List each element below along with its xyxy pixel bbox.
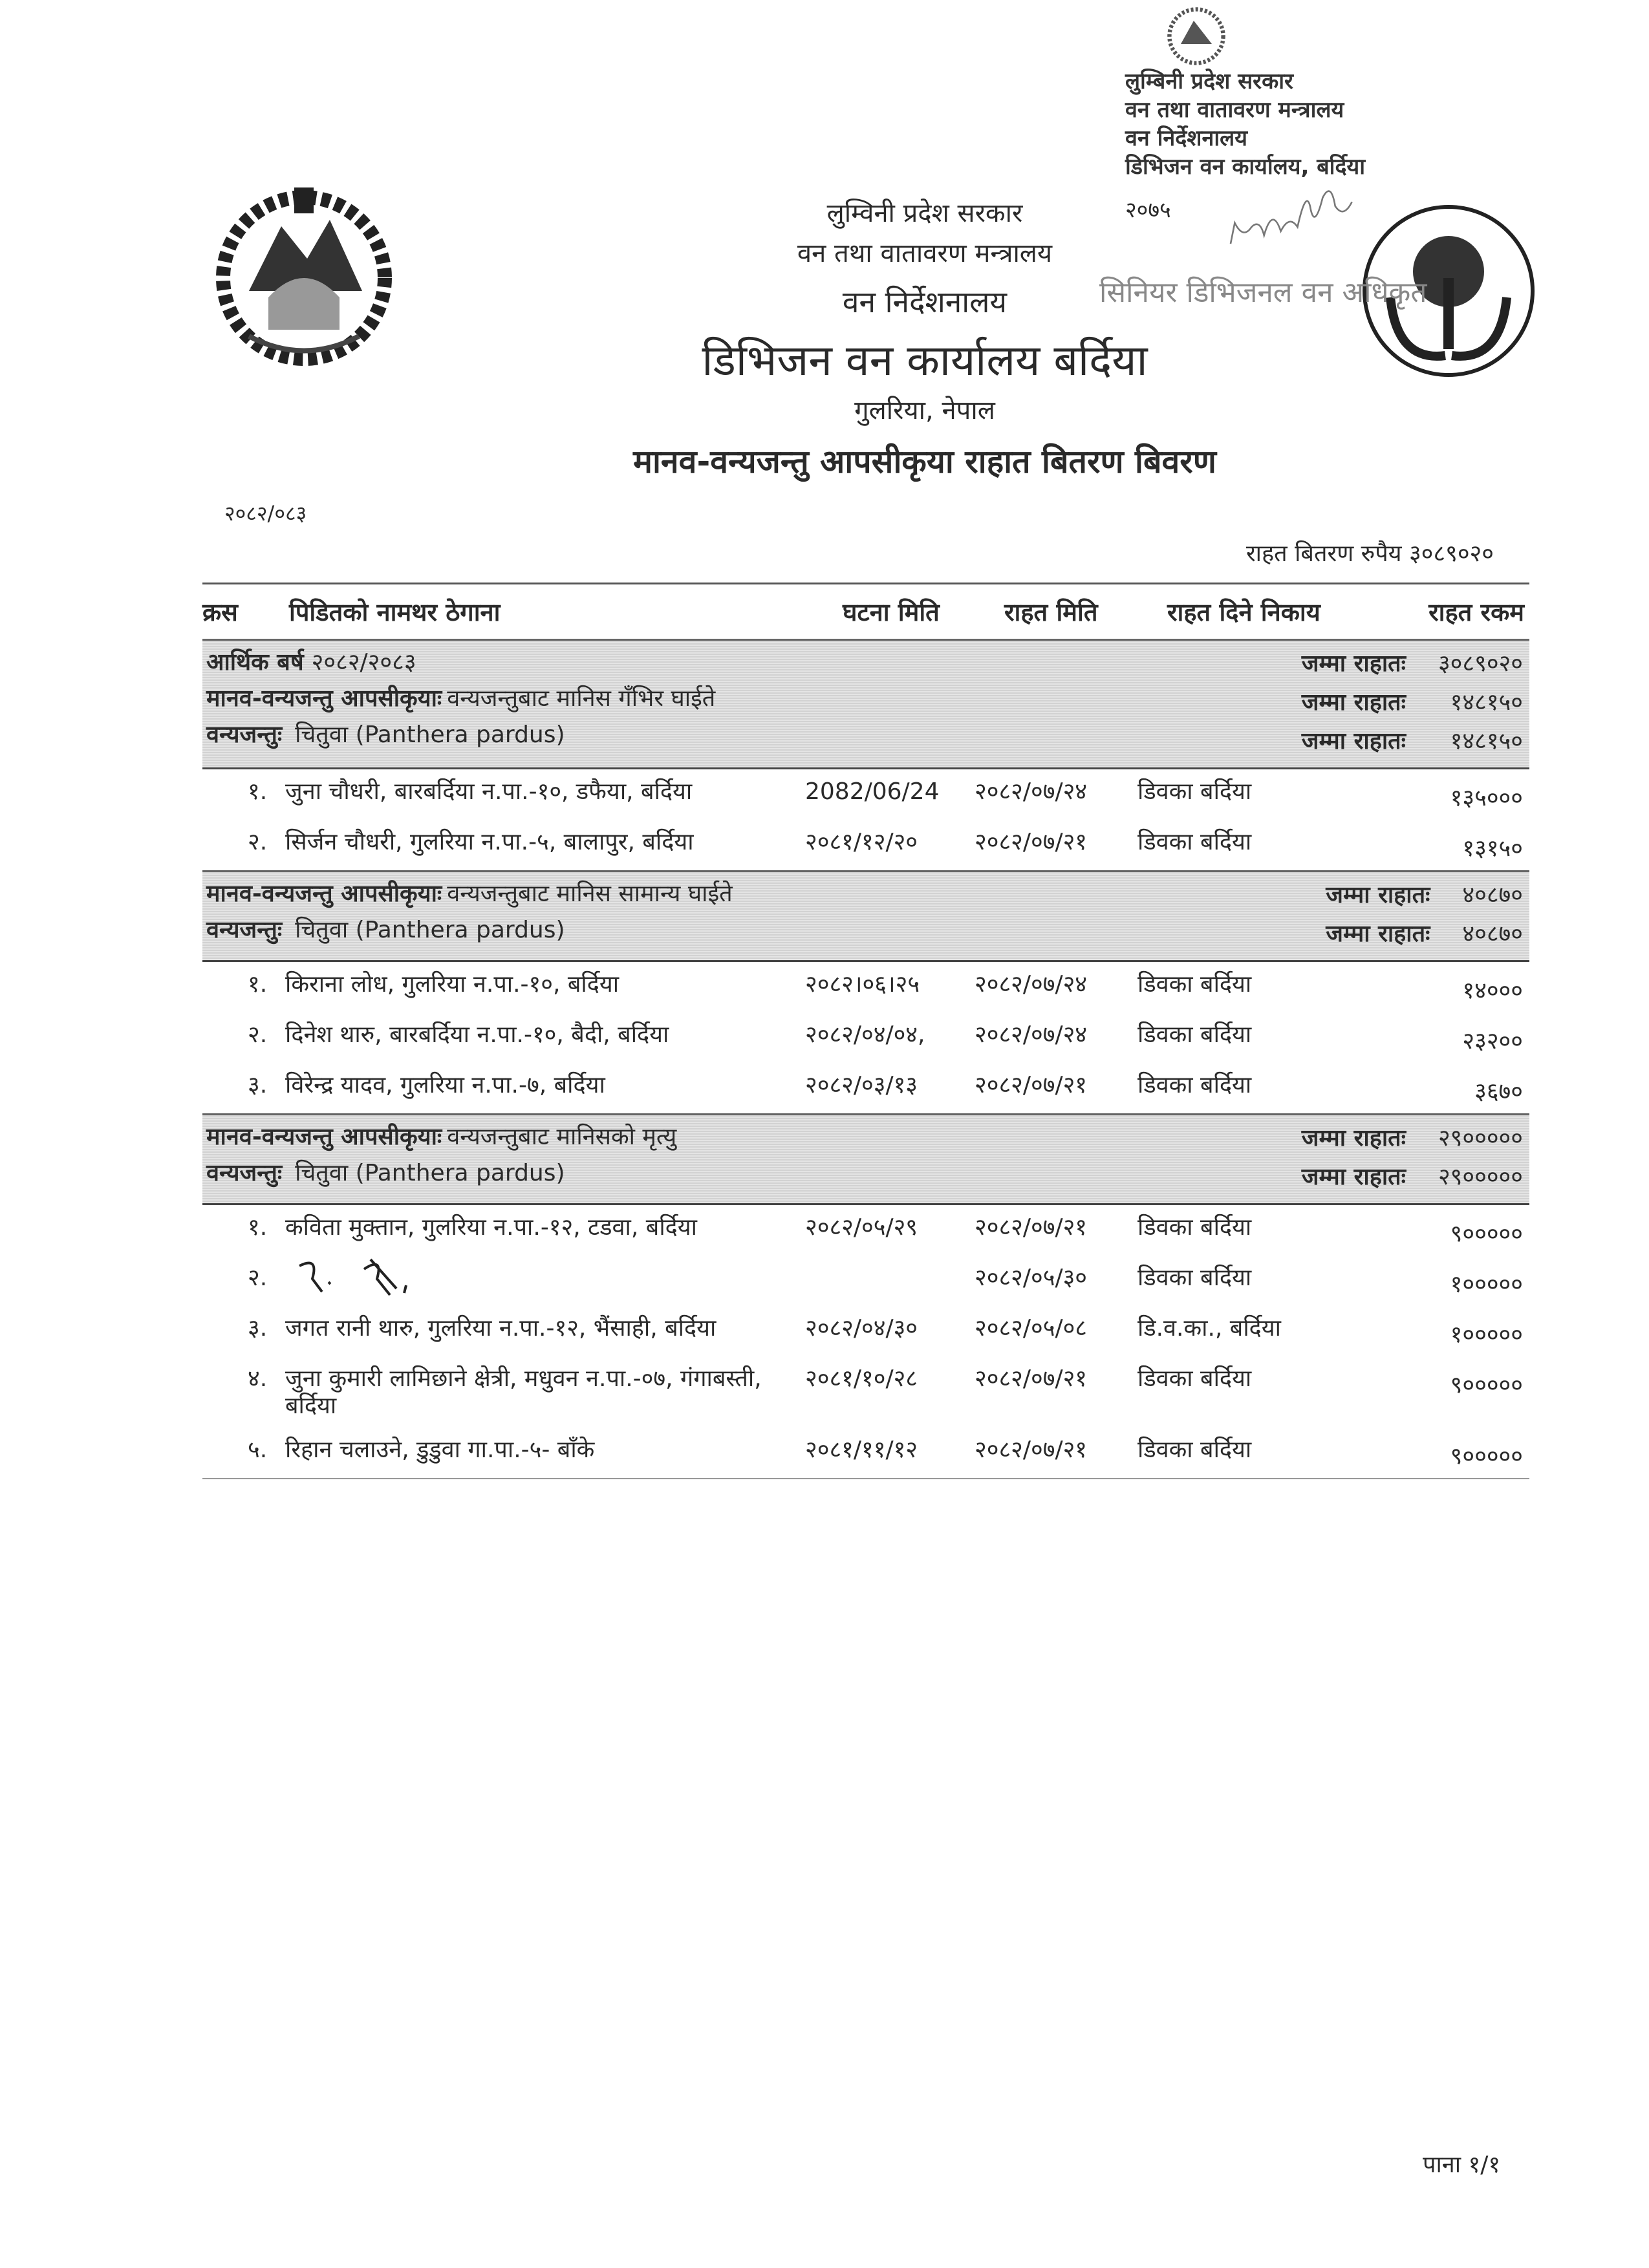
relief-amount: १३१५० bbox=[1462, 835, 1523, 862]
total-label: जम्मा राहातः bbox=[1301, 1125, 1406, 1151]
relief-amount: १४००० bbox=[1462, 978, 1523, 1004]
relief-amount: १००००० bbox=[1450, 1321, 1523, 1348]
relief-agency: डिवका बर्दिया bbox=[1137, 778, 1252, 805]
table-row bbox=[202, 1306, 1529, 1356]
row-sn: ३. bbox=[248, 1072, 268, 1098]
table-row bbox=[202, 962, 1529, 1012]
section-totals bbox=[1302, 1119, 1523, 1197]
total-label: जम्मा राहातः bbox=[1301, 650, 1406, 677]
relief-date: २०८२/०७/२१ bbox=[975, 829, 1088, 855]
wildlife-line bbox=[206, 912, 1306, 948]
stamp-line: वन निर्देशनालय bbox=[1125, 125, 1247, 151]
total-amount: ४०८७० bbox=[1462, 921, 1523, 947]
table-row bbox=[202, 1205, 1529, 1256]
ministry-name: वन तथा वातावरण मन्त्रालय bbox=[797, 239, 1053, 268]
category-value: वन्यजन्तुबाट मानिस गँभिर घाईते bbox=[447, 685, 716, 712]
incident-date: २०८१/१०/२८ bbox=[805, 1365, 918, 1392]
category-label: मानव-वन्यजन्तु आपसीकृयाः bbox=[206, 881, 442, 907]
relief-agency: डिवका बर्दिया bbox=[1137, 1365, 1252, 1392]
stamp-year: २०७५ bbox=[1125, 197, 1171, 223]
stamp-emblem-icon bbox=[1164, 5, 1229, 67]
row-sn: ४. bbox=[248, 1365, 268, 1392]
signature bbox=[1196, 181, 1390, 252]
relief-agency: डिवका बर्दिया bbox=[1137, 1214, 1252, 1241]
incident-date: २०८२।०६।२५ bbox=[805, 971, 920, 998]
relief-date: २०८२/०७/२४ bbox=[975, 971, 1088, 998]
relief-amount: ९००००० bbox=[1450, 1443, 1523, 1470]
table-row bbox=[202, 1256, 1529, 1306]
officer-stamp: सिनियर डिभिजनल वन अधिकृत bbox=[1099, 276, 1427, 309]
fiscal-year-value: २०८२/२०८३ bbox=[311, 649, 416, 676]
col-sn: क्रस bbox=[202, 598, 238, 626]
relief-date: २०८२/०७/२१ bbox=[975, 1437, 1088, 1463]
stamp-line: वन तथा वातावरण मन्त्रालय bbox=[1125, 97, 1344, 123]
stamp-line: लुम्बिनी प्रदेश सरकार bbox=[1125, 69, 1293, 94]
victim-name-address: कविता मुक्तान, गुलरिया न.पा.-१२, टडवा, बर्दिया bbox=[285, 1214, 697, 1241]
fiscal-year-line bbox=[206, 645, 1282, 681]
relief-agency: डिवका बर्दिया bbox=[1137, 1072, 1252, 1098]
relief-date: २०८२/०७/२४ bbox=[975, 778, 1088, 805]
section-labels bbox=[206, 1119, 1282, 1197]
victim-name-address: विरेन्द्र यादव, गुलरिया न.पा.-७, बर्दिया bbox=[285, 1072, 605, 1098]
relief-amount: ३६७० bbox=[1474, 1078, 1523, 1105]
fiscal-year: २०८२/०८३ bbox=[224, 501, 307, 526]
category-value: वन्यजन्तुबाट मानिसको मृत्यु bbox=[447, 1124, 677, 1150]
fiscal-year-label: आर्थिक बर्ष bbox=[206, 649, 304, 676]
category-label: मानव-वन्यजन्तु आपसीकृयाः bbox=[206, 685, 442, 712]
incident-date: २०८२/०३/१३ bbox=[805, 1072, 918, 1098]
relief-date: २०८२/०५/३० bbox=[975, 1265, 1088, 1291]
table-row bbox=[202, 820, 1529, 870]
wildlife-label: वन्यजन्तुः bbox=[206, 917, 283, 943]
relief-agency: डिवका बर्दिया bbox=[1137, 971, 1252, 998]
relief-agency: डि.व.का., बर्दिया bbox=[1137, 1315, 1281, 1342]
col-name: पिडितको नामथर ठेगाना bbox=[289, 598, 501, 626]
section-band bbox=[202, 870, 1529, 962]
relief-date: २०८२/०५/०८ bbox=[975, 1315, 1088, 1342]
wildlife-value: चितुवा (Panthera pardus) bbox=[295, 917, 565, 943]
wildlife-value: चितुवा (Panthera pardus) bbox=[295, 1160, 565, 1186]
row-sn: ३. bbox=[248, 1315, 268, 1342]
section-labels bbox=[206, 876, 1306, 954]
section-band bbox=[202, 639, 1529, 769]
table-row bbox=[202, 1428, 1529, 1478]
table-row bbox=[202, 1356, 1529, 1428]
page-number: पाना १/१ bbox=[1423, 2152, 1501, 2178]
table-body bbox=[202, 639, 1529, 1478]
total-label: जम्मा राहातः bbox=[1326, 882, 1430, 908]
category-line bbox=[206, 681, 1282, 717]
total-label: जम्मा राहातः bbox=[1301, 728, 1406, 754]
row-sn: १. bbox=[248, 971, 268, 998]
total-amount: १४८१५० bbox=[1450, 689, 1523, 716]
incident-date: २०८२/०४/०४, bbox=[805, 1022, 925, 1048]
relief-date: २०८२/०७/२१ bbox=[975, 1214, 1088, 1241]
section-totals bbox=[1326, 876, 1523, 954]
row-sn: ५. bbox=[248, 1437, 268, 1463]
victim-name-address: जगत रानी थारु, गुलरिया न.पा.-१२, भैंसाही, बर्दिया bbox=[285, 1315, 717, 1342]
row-sn: १. bbox=[248, 778, 268, 805]
total-label: जम्मा राहातः bbox=[1301, 689, 1406, 716]
relief-agency: डिवका बर्दिया bbox=[1137, 1022, 1252, 1048]
col-amount: राहत रकम bbox=[1428, 598, 1524, 626]
victim-name-address: दिनेश थारु, बारबर्दिया न.पा.-१०, बैदी, बर्दिया bbox=[285, 1022, 669, 1048]
total-amount: ४०८७० bbox=[1462, 882, 1523, 908]
category-label: मानव-वन्यजन्तु आपसीकृयाः bbox=[206, 1124, 442, 1150]
incident-date: २०८२/०४/३० bbox=[805, 1315, 918, 1342]
table-row bbox=[202, 769, 1529, 820]
office-name: डिभिजन वन कार्यालय बर्दिया bbox=[702, 336, 1148, 385]
government-name: लुम्विनी प्रदेश सरकार bbox=[826, 198, 1023, 228]
row-sn: १. bbox=[248, 1214, 268, 1241]
wildlife-label: वन्यजन्तुः bbox=[206, 722, 283, 748]
report-title: मानव-वन्यजन्तु आपसीकृया राहात बितरण बिवरण bbox=[633, 443, 1216, 480]
relief-date: २०८२/०७/२१ bbox=[975, 1072, 1088, 1098]
total-amount: १४८१५० bbox=[1450, 728, 1523, 754]
col-incident-date: घटना मिति bbox=[843, 598, 940, 626]
wildlife-line bbox=[206, 1155, 1282, 1192]
section-labels bbox=[206, 645, 1282, 761]
total-amount: २९००००० bbox=[1438, 1164, 1523, 1190]
victim-name-address: सिर्जन चौधरी, गुलरिया न.पा.-५, बालापुर, बर्दिया bbox=[285, 829, 694, 855]
handwritten-name-signature bbox=[293, 1253, 435, 1298]
category-line bbox=[206, 1119, 1282, 1155]
col-relief-date: राहत मिति bbox=[1004, 598, 1098, 626]
relief-agency: डिवका बर्दिया bbox=[1137, 1437, 1252, 1463]
row-sn: २. bbox=[248, 1022, 268, 1048]
incident-date: २०८१/१२/२० bbox=[805, 829, 918, 855]
incident-date: २०८२/०५/२९ bbox=[805, 1214, 918, 1241]
total-label: जम्मा राहातः bbox=[1326, 921, 1430, 947]
total-amount: २९००००० bbox=[1438, 1125, 1523, 1151]
total-amount: ३०८९०२० bbox=[1438, 650, 1523, 677]
nepal-emblem-logo bbox=[210, 181, 398, 369]
category-line bbox=[206, 876, 1306, 912]
relief-table bbox=[202, 583, 1529, 1479]
wildlife-value: चितुवा (Panthera pardus) bbox=[295, 722, 565, 748]
category-value: वन्यजन्तुबाट मानिस सामान्य घाईते bbox=[447, 881, 733, 907]
victim-name-address: रिहान चलाउने, डुडुवा गा.पा.-५- बाँके bbox=[285, 1437, 595, 1463]
table-header bbox=[202, 584, 1529, 639]
office-address: गुलरिया, नेपाल bbox=[854, 396, 995, 425]
divider bbox=[202, 1478, 1529, 1479]
relief-amount: १००००० bbox=[1450, 1271, 1523, 1298]
relief-date: २०८२/०७/२४ bbox=[975, 1022, 1088, 1048]
relief-agency: डिवका बर्दिया bbox=[1137, 829, 1252, 855]
row-sn: २. bbox=[248, 829, 268, 855]
wildlife-label: वन्यजन्तुः bbox=[206, 1160, 283, 1186]
relief-amount: ९००००० bbox=[1450, 1372, 1523, 1398]
incident-date: २०८१/११/१२ bbox=[805, 1437, 918, 1463]
victim-name-address: जुना कुमारी लामिछाने क्षेत्री, मधुवन न.पा.-०७, गंगाबस्ती, बर्दिया bbox=[285, 1365, 762, 1419]
victim-name-address: किराना लोध, गुलरिया न.पा.-१०, बर्दिया bbox=[285, 971, 620, 998]
directorate-name: वन निर्देशनालय bbox=[842, 284, 1008, 319]
office-stamp bbox=[1125, 5, 1578, 181]
section-totals bbox=[1302, 645, 1523, 761]
section-band bbox=[202, 1113, 1529, 1205]
stamp-line: डिभिजन वन कार्यालय, बर्दिया bbox=[1125, 154, 1366, 180]
incident-date: 2082/06/24 bbox=[805, 778, 940, 805]
total-label: जम्मा राहातः bbox=[1301, 1164, 1406, 1190]
grand-total: राहत बितरण रुपैय ३०८९०२० bbox=[1245, 540, 1494, 567]
relief-amount: १३५००० bbox=[1450, 785, 1523, 811]
col-agency: राहत दिने निकाय bbox=[1167, 598, 1320, 626]
relief-amount: २३२०० bbox=[1462, 1028, 1523, 1054]
relief-amount: ९००००० bbox=[1450, 1221, 1523, 1247]
victim-name-address: जुना चौधरी, बारबर्दिया न.पा.-१०, डफैया, बर्दिया bbox=[285, 778, 693, 805]
table-row bbox=[202, 1012, 1529, 1063]
table-row bbox=[202, 1063, 1529, 1113]
relief-date: २०८२/०७/२१ bbox=[975, 1365, 1088, 1392]
row-sn: २. bbox=[248, 1265, 268, 1291]
relief-agency: डिवका बर्दिया bbox=[1137, 1265, 1252, 1291]
wildlife-line bbox=[206, 717, 1282, 753]
